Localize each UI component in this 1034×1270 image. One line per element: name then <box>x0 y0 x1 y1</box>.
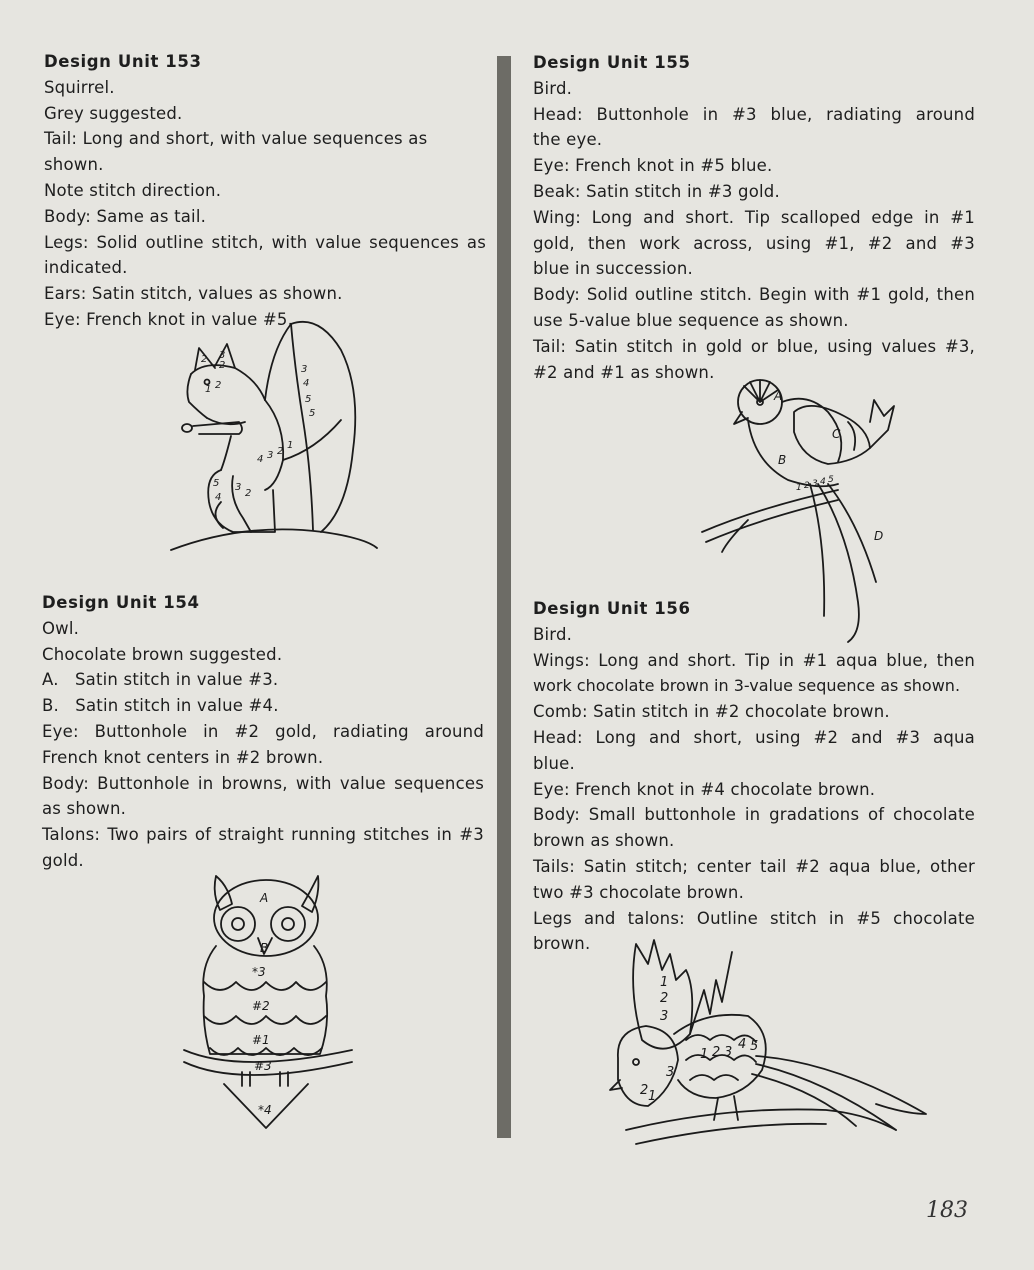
text-line: the eye. <box>533 130 603 150</box>
text-line: Owl. <box>42 618 80 638</box>
text-line: Eye: French knot in #4 chocolate brown. <box>533 779 876 799</box>
stitch-label: 3 <box>219 350 226 361</box>
text-line: Chocolate brown suggested. <box>42 644 283 664</box>
stitch-label: 1 <box>205 384 212 395</box>
text-line: Eye: French knot in value #5. <box>44 309 294 329</box>
text-line: gold. <box>42 850 84 870</box>
text-line: Body: Small buttonhole in gradations of chocolate <box>533 805 975 825</box>
text-line: Bird. <box>533 624 573 644</box>
bird-drawing-icon <box>610 940 926 1144</box>
stitch-label: 2 <box>712 1045 721 1060</box>
stitch-label: D <box>874 529 884 543</box>
stitch-label: 1 <box>287 440 294 451</box>
text-line: Tail: Long and short, with value sequences as shown. <box>44 129 428 175</box>
text-line: Ears: Satin stitch, values as shown. <box>44 284 343 304</box>
text-line: Legs: Solid outline stitch, with value sequences as <box>44 232 486 252</box>
text-line: French knot centers in #2 brown. <box>42 747 324 767</box>
text-line: A. Satin stitch in value #3. <box>42 670 279 690</box>
design-unit-155 <box>533 50 975 385</box>
stitch-label: 5 <box>309 408 316 419</box>
stitch-label: 1 <box>660 975 669 990</box>
stitch-label: B <box>260 941 269 955</box>
text-line: Legs and talons: Outline stitch in #5 chocolate <box>533 908 975 928</box>
text-line: blue in succession. <box>533 259 693 279</box>
text-line: Grey suggested. <box>44 103 183 123</box>
bird-155-illustration <box>698 372 908 647</box>
stitch-label: 2 <box>219 360 226 371</box>
stitch-label: 4 <box>303 378 310 389</box>
squirrel-illustration <box>165 310 395 560</box>
owl-illustration <box>180 866 355 1136</box>
stitch-label: 4 <box>257 454 264 465</box>
text-line: Body: Buttonhole in browns, with value sequences <box>42 773 484 793</box>
unit-title: Design Unit 154 <box>42 593 200 612</box>
text-line: Body: Same as tail. <box>44 206 207 226</box>
text-line: Wing: Long and short. Tip scalloped edge in #1 <box>533 207 975 227</box>
page-number: 183 <box>926 1198 968 1223</box>
stitch-label: #3 <box>254 1059 272 1073</box>
stitch-label: #1 <box>252 1033 270 1047</box>
stitch-label: 2 <box>215 380 222 391</box>
stitch-label: 5 <box>828 475 834 485</box>
text-line: two #3 chocolate brown. <box>533 882 745 902</box>
text-line: Bird. <box>533 78 573 98</box>
text-line: Eye: French knot in #5 blue. <box>533 156 773 176</box>
text-line: Beak: Satin stitch in #3 gold. <box>533 181 780 201</box>
stitch-label: 2 <box>277 446 284 457</box>
stitch-label: 3 <box>724 1045 733 1060</box>
text-line: Comb: Satin stitch in #2 chocolate brown. <box>533 702 890 722</box>
stitch-label: *4 <box>258 1103 272 1117</box>
stitch-label: 4 <box>820 477 826 487</box>
stitch-label: 3 <box>666 1065 675 1080</box>
bird-156-illustration <box>606 930 986 1160</box>
stitch-label: 4 <box>215 492 222 503</box>
stitch-label: A <box>260 891 269 905</box>
stitch-label: 5 <box>750 1039 759 1054</box>
stitch-label: 5 <box>213 478 220 489</box>
text-line: Talons: Two pairs of straight running stitches in #3 <box>42 825 484 845</box>
unit-title: Design Unit 156 <box>533 599 691 618</box>
stitch-label: 3 <box>301 364 308 375</box>
text-line: brown as shown. <box>533 831 675 851</box>
text-line: as shown. <box>42 799 127 819</box>
text-line: Wings: Long and short. Tip in #1 aqua blue, then <box>533 650 975 670</box>
unit-title: Design Unit 153 <box>44 52 202 71</box>
stitch-label: B <box>778 453 787 467</box>
text-line: use 5-value blue sequence as shown. <box>533 310 849 330</box>
stitch-label: 2 <box>660 991 669 1006</box>
design-unit-156 <box>533 596 975 957</box>
text-line: Body: Solid outline stitch. Begin with #1 gold, then <box>533 285 975 305</box>
stitch-label: 2 <box>640 1083 649 1098</box>
stitch-label: 3 <box>235 482 242 493</box>
stitch-label: 1 <box>796 483 802 493</box>
bird-drawing-icon <box>702 380 894 642</box>
stitch-label: 1 <box>648 1089 657 1104</box>
stitch-label: A <box>774 389 783 403</box>
text-line: work chocolate brown in 3-value sequence as shown. <box>533 676 961 696</box>
text-line: Tail: Satin stitch in gold or blue, using values #3, <box>533 336 975 356</box>
text-line: Eye: Buttonhole in #2 gold, radiating around <box>42 721 484 741</box>
text-line: blue. <box>533 753 575 773</box>
stitch-label: 3 <box>812 479 818 489</box>
stitch-label: 2 <box>201 354 208 365</box>
text-line: #2 and #1 as shown. <box>533 362 715 382</box>
stitch-label: 3 <box>660 1009 669 1024</box>
stitch-label: 1 <box>700 1047 709 1062</box>
stitch-label: 5 <box>305 394 312 405</box>
design-unit-153 <box>44 49 486 333</box>
text-line: gold, then work across, using #1, #2 and #3 <box>533 233 975 253</box>
stitch-label: #2 <box>252 999 270 1013</box>
stitch-label: 3 <box>267 450 274 461</box>
unit-title: Design Unit 155 <box>533 53 691 72</box>
text-line: Squirrel. <box>44 77 115 97</box>
stitch-label: C <box>832 427 841 441</box>
text-line: brown. <box>533 934 591 954</box>
text-line: Head: Buttonhole in #3 blue, radiating around <box>533 104 975 124</box>
stitch-label: 2 <box>804 481 810 491</box>
text-line: B. Satin stitch in value #4. <box>42 696 279 716</box>
text-line: Note stitch direction. <box>44 180 222 200</box>
stitch-label: 4 <box>738 1037 747 1052</box>
text-line: Tails: Satin stitch; center tail #2 aqua blue, other <box>533 856 975 876</box>
design-unit-154 <box>42 590 484 874</box>
text-line: Head: Long and short, using #2 and #3 aqua <box>533 727 975 747</box>
stitch-label: *3 <box>252 965 266 979</box>
stitch-label: 2 <box>245 488 252 499</box>
column-divider <box>497 56 511 1138</box>
text-line: indicated. <box>44 258 128 278</box>
